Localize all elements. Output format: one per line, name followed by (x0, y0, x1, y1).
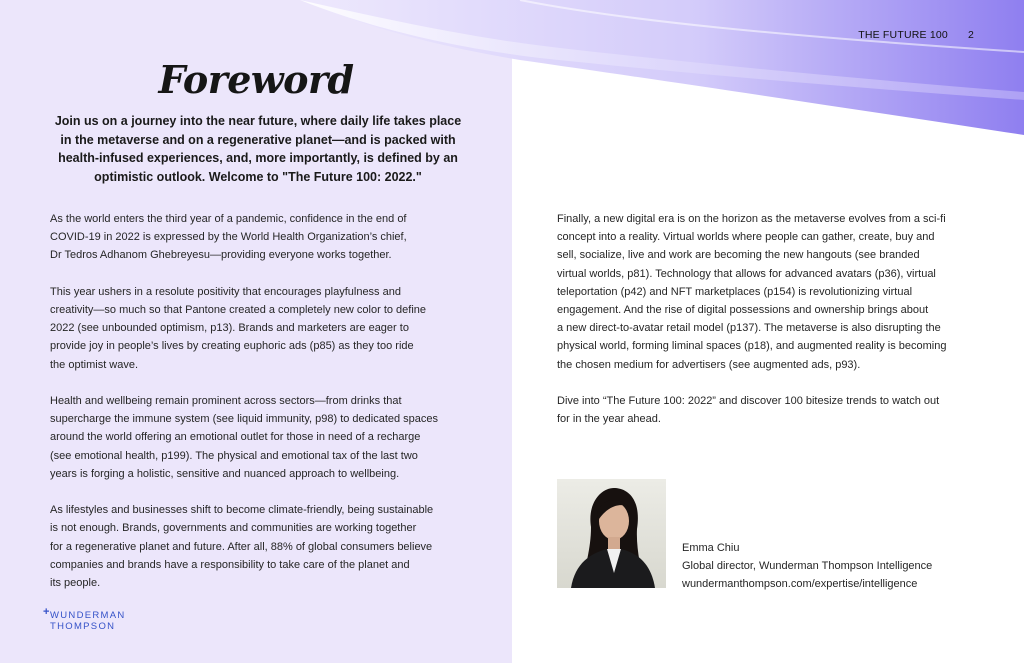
plus-icon: + (43, 606, 51, 618)
paragraph: Health and wellbeing remain prominent across sectors—from drinks that supercharge the immune system (see liquid immunity, p98) to dedicated spaces around the world offering an emotional outlet for those in need of a recharge (see emotional health, p199). The physical and emotional tax of the last two years is forging a holistic, sensitive and nuanced approach to wellbeing. (50, 395, 439, 480)
left-text-column (50, 210, 470, 610)
paragraph: Finally, a new digital era is on the horizon as the metaverse evolves from a sci-fi concept into a reality. Virtual worlds where people can gather, create, buy and sell, socialize, live and work are becoming the new hangouts (see branded virtual worlds, p81). Technology that allows for advanced avatars (p36), virtual teleportation (p42) and NFT marketplaces (p154) is revolutionizing virtual engagement. And the rise of digital possessions and ownership brings about a new direct-to-avatar retail model (p137). The metaverse is also disrupting the physical world, forming liminal spaces (p18), and augmented reality is becoming the chosen medium for advertisers (see augmented ads, p93). (557, 213, 947, 371)
paragraph: This year ushers in a resolute positivity that encourages playfulness and creativity—so much so that Pantone created a completely new color to define 2022 (see unbounded optimism, p13). Brands and marketers are eager to provide joy in people’s lives by creating euphoric ads (p85) as they too ride the optimist wave. (50, 285, 427, 371)
wunderman-thompson-logo: + WUNDERMAN THOMPSON (43, 606, 126, 632)
paragraph: As the world enters the third year of a pandemic, confidence in the end of COVID-19 in 2022 is expressed by the World Health Organization’s chief, Dr Tedros Adhanom Ghebreyesu—providing everyone works together. (50, 213, 407, 262)
intro-paragraph: Join us on a journey into the near future, where daily life takes place in the metaverse and on a regenerative planet—and is packed with health-infused experiences, and, more importantly, is defined by an optimistic outlook. Welcome to "The Future 100: 2022." (54, 114, 462, 184)
right-text-column (557, 210, 977, 447)
publication-title: THE FUTURE 100 (858, 29, 948, 41)
running-header (858, 29, 974, 41)
signature-block (682, 539, 932, 594)
paragraph: As lifestyles and businesses shift to become climate-friendly, being sustainable is not enough. Brands, governments and communities are working together for a regenerative planet and future. After all, 88% of global consumers believe companies and brands have a responsibility to take care of the planet and its people. (50, 504, 434, 590)
page-number: 2 (967, 29, 974, 41)
page-title: Foreword (158, 57, 354, 102)
author-role: Global director, Wunderman Thompson Intelligence (682, 560, 933, 573)
author-portrait-photo (557, 479, 666, 588)
paragraph: Dive into “The Future 100: 2022” and discover 100 bitesize trends to watch out for in the year ahead. (557, 395, 940, 426)
author-name: Emma Chiu (682, 542, 740, 554)
author-url: wundermanthompson.com/expertise/intelligence (682, 578, 918, 591)
